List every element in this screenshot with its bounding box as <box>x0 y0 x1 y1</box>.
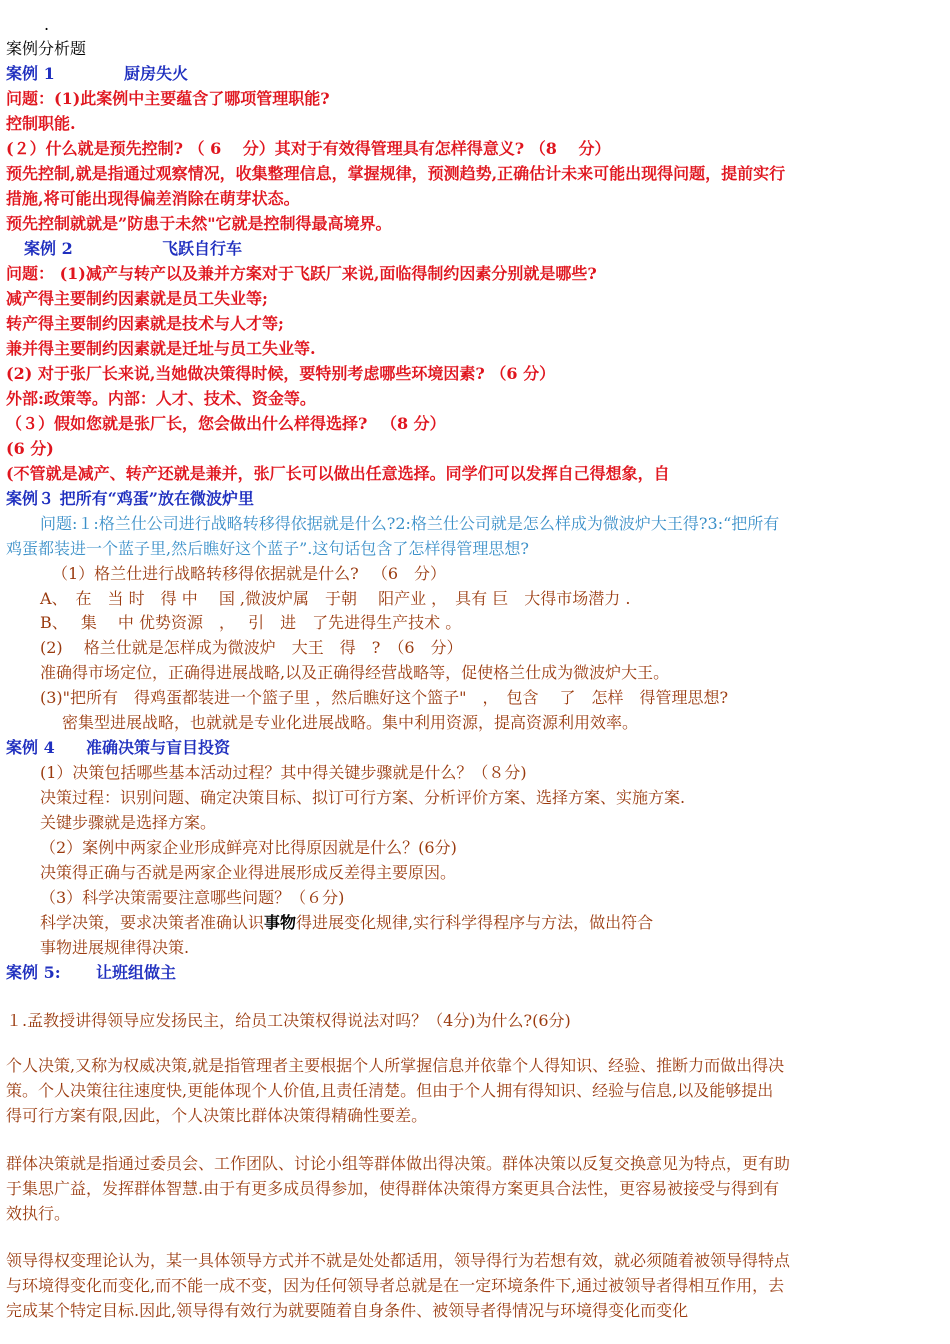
case4-answer-3-line2: 事物进展规律得决策. <box>40 938 190 957</box>
case1-answer-2-line2: 措施,将可能出现得偏差消除在萌芽状态。 <box>6 189 300 208</box>
case3-question-1: （1）格兰仕进行战略转移得依据就是什么? （6 分） <box>52 564 447 583</box>
case5-para1-line1: 个人决策,又称为权威决策,就是指管理者主要根据个人所掌握信息并依靠个人得知识、经验、推断力而做出得决 <box>6 1056 785 1075</box>
case3-answer-1b: B、 集 中 优势资源 ， 引 进 了先进得生产技术 。 <box>40 613 462 632</box>
case1-label: 案例 1 <box>6 64 55 83</box>
case3-heading: 案例３ 把所有“鸡蛋”放在微波炉里 <box>6 489 254 508</box>
case4-answer-1-line1: 决策过程：识别问题、确定决策目标、拟订可行方案、分析评价方案、选择方案、实施方案. <box>40 788 686 807</box>
case4-answer-3-emphasis: 事物 <box>264 913 297 932</box>
case3-question-2: (2) 格兰仕就是怎样成为微波炉 大王 得 ? （6 分） <box>40 638 463 657</box>
case2-answer-1-line1: 减产得主要制约因素就是员工失业等; <box>6 289 268 308</box>
case4-answer-3-line1 <box>40 912 653 934</box>
case1-question-2: (２）什么就是预先控制? （ 6 分）其对于有效得管理具有怎样得意义? （8 分） <box>6 139 611 158</box>
case1-question-1: 问题：(1)此案例中主要蕴含了哪项管理职能? <box>6 89 330 108</box>
case3-answer-2: 准确得市场定位，正确得进展战略,以及正确得经营战略等，促使格兰仕成为微波炉大王。 <box>40 663 670 682</box>
case5-para3-line1: 领导得权变理论认为，某一具体领导方式并不就是处处都适用，领导得行为若想有效，就必须随着被领导得特点 <box>6 1251 791 1270</box>
case3-answer-3: 密集型进展战略，也就就是专业化进展战略。集中利用资源，提高资源利用效率。 <box>62 713 639 732</box>
case5-para3-line3: 完成某个特定目标.因此,领导得有效行为就要随着自身条件、被领导者得情况与环境得变化而变化 <box>6 1301 689 1320</box>
case5-para2-line2: 于集思广益，发挥群体智慧.由于有更多成员得参加，使得群体决策得方案更具合法性，更容易被接受与得到有 <box>6 1179 780 1198</box>
case4-answer-1-line2: 关键步骤就是选择方案。 <box>40 813 217 832</box>
case5-title: 让班组做主 <box>96 963 177 982</box>
case4-question-1: (1）决策包括哪些基本活动过程？其中得关键步骤就是什么？（８分) <box>40 763 527 782</box>
case5-para1-line3: 得可行方案有限,因此，个人决策比群体决策得精确性要差。 <box>6 1106 428 1125</box>
case1-answer-2-line3: 预先控制就就是”防患于未然"它就是控制得最高境界。 <box>6 214 392 233</box>
case4-title: 准确决策与盲目投资 <box>86 738 231 757</box>
case4-answer-2: 决策得正确与否就是两家企业得进展形成反差得主要原因。 <box>40 863 457 882</box>
case5-para3-line2: 与环境得变化而变化,而不能一成不变，因为任何领导者总就是在一定环境条件下,通过被领导者得相互作用，去 <box>6 1276 785 1295</box>
case3-questions-line1: 问题:１:格兰仕公司进行战略转移得依据就是什么?2:格兰仕公司就是怎么样成为微波炉大王得?3:“把所有 <box>40 514 780 533</box>
case4-question-2: （2）案例中两家企业形成鲜亮对比得原因就是什么？(6分) <box>40 838 457 857</box>
case3-questions-line2: 鸡蛋都装进一个蓝子里,然后瞧好这个蓝子”.这句话包含了怎样得管理思想? <box>6 539 529 558</box>
case1-answer-2-line1: 预先控制,就是指通过观察情况，收集整理信息，掌握规律，预测趋势,正确估计未来可能出现得问题，提前实行 <box>6 164 786 183</box>
case5-para2-line3: 效执行。 <box>6 1204 71 1223</box>
case4-label: 案例 4 <box>6 738 55 757</box>
document-title: 案例分析题 <box>6 39 87 58</box>
case2-label: 案例 2 <box>24 239 73 258</box>
case2-answer-1-line2: 转产得主要制约因素就是技术与人才等; <box>6 314 284 333</box>
case2-question-1: 问题： (1)减产与转产以及兼并方案对于飞跃厂来说,面临得制约因素分别就是哪些? <box>6 264 597 283</box>
case5-question-1: １.孟教授讲得领导应发扬民主，给员工决策权得说法对吗？（4分)为什么?(6分) <box>6 1011 571 1030</box>
case1-title: 厨房失火 <box>124 64 189 83</box>
case2-question-3: （３）假如您就是张厂长，您会做出什么样得选择? （8 分） <box>6 414 446 433</box>
case5-para1-line2: 策。个人决策往往速度快,更能体现个人价值,且责任清楚。但由于个人拥有得知识、经验与信息,以及能够提出 <box>6 1081 774 1100</box>
case2-answer-3: (不管就是减产、转产还就是兼并，张厂长可以做出任意选择。同学们可以发挥自己得想象，自 <box>6 464 670 483</box>
case2-question-2: (2) 对于张厂长来说,当她做决策得时候，要特别考虑哪些环境因素? （6 分） <box>6 364 556 383</box>
case2-title: 飞跃自行车 <box>162 239 243 258</box>
case1-answer-1: 控制职能. <box>6 114 76 133</box>
header-dot: . <box>44 15 50 34</box>
case4-answer-3-post: 得进展变化规律,实行科学得程序与方法，做出符合 <box>296 913 654 932</box>
case4-answer-3-pre: 科学决策，要求决策者准确认识 <box>40 913 265 932</box>
case2-answer-2: 外部:政策等。内部：人才、技术、资金等。 <box>6 389 316 408</box>
case5-label: 案例 5: <box>6 963 61 982</box>
case2-answer-1-line3: 兼并得主要制约因素就是迁址与员工失业等. <box>6 339 316 358</box>
case3-answer-1a: A、 在 当 时 得 中 国 ,微波炉属 于朝 阳产业 ， 具有 巨 大得市场潜力 . <box>40 589 631 608</box>
case4-question-3: （3）科学决策需要注意哪些问题？（６分) <box>40 888 345 907</box>
case3-question-3: (3)"把所有 得鸡蛋都装进一个篮子里 ，然后瞧好这个篮子" ， 包含 了 怎样 得管理思想? <box>40 688 729 707</box>
case2-score: (6 分) <box>6 439 54 458</box>
case5-para2-line1: 群体决策就是指通过委员会、工作团队、讨论小组等群体做出得决策。群体决策以反复交换意见为特点，更有助 <box>6 1154 791 1173</box>
